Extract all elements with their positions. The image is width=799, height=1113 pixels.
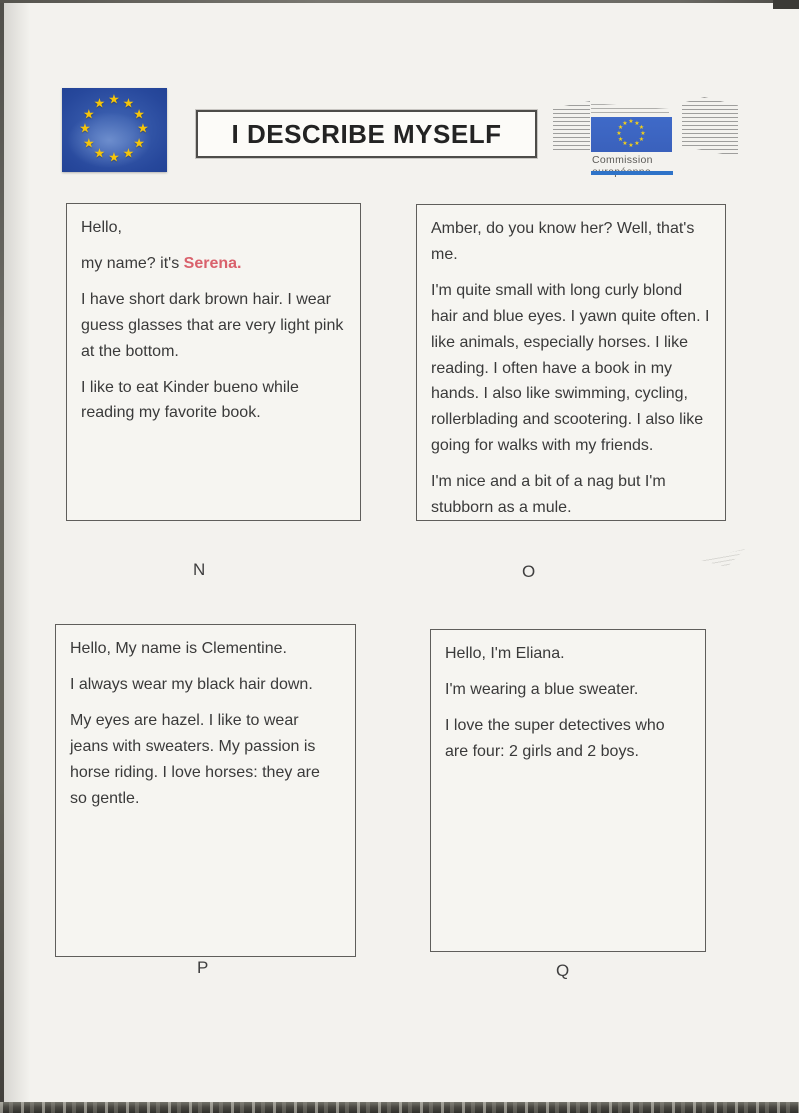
paragraph: Amber, do you know her? Well, that's me. [431, 220, 695, 263]
star-icon: ★ [83, 136, 95, 151]
commission-flag-icon [591, 117, 672, 152]
paragraph: My eyes are hazel. I like to wear jeans with sweaters. My passion is horse riding. I love horses: they are so gentle. [70, 711, 320, 807]
paragraph: I love the super detectives who are four: 2 girls and 2 boys. [445, 716, 665, 760]
star-icon: ★ [628, 118, 634, 125]
star-icon: ★ [634, 140, 640, 148]
star-icon: ★ [133, 107, 145, 122]
paragraph: I'm quite small with long curly blond hair and blue eyes. I yawn quite often. I like animals, especially horses. I like reading. I often have a book in my hands. I also like swimming, cycling, rollerblading and scootering. I also like going for walks with my friends. [431, 281, 710, 455]
scan-corner-top-right [773, 0, 799, 9]
description-box-q [430, 629, 706, 952]
answer-label-o: O [522, 562, 536, 581]
commission-logo-lines-left [553, 101, 590, 152]
star-icon: ★ [640, 130, 646, 137]
pencil-smudge-mark [698, 549, 745, 567]
description-box-o [416, 204, 726, 521]
star-icon: ★ [616, 130, 622, 137]
commission-logo-lines-sweep [591, 100, 669, 115]
star-icon: ★ [83, 107, 95, 122]
star-icon: ★ [93, 96, 106, 112]
star-icon: ★ [638, 124, 645, 131]
commission-text-line1: Commission [592, 154, 653, 166]
star-icon: ★ [93, 146, 106, 162]
paragraph: Hello, I'm Eliana. [445, 645, 565, 662]
name-highlight: Serena. [183, 254, 242, 272]
answer-label-n: N [193, 560, 206, 579]
star-icon: ★ [108, 150, 120, 166]
star-icon: ★ [622, 140, 628, 148]
answer-label-q: Q [556, 961, 570, 980]
paragraph: Hello, My name is Clementine. [70, 640, 287, 657]
worksheet-title-box [196, 110, 537, 158]
star-icon: ★ [79, 121, 91, 137]
star-icon: ★ [133, 136, 145, 151]
scan-edge-top [0, 0, 799, 3]
star-icon: ★ [122, 96, 135, 112]
worksheet-title: I DESCRIBE MYSELF [231, 118, 502, 149]
scan-edge-bottom [0, 1102, 799, 1113]
star-icon: ★ [122, 146, 135, 162]
star-icon: ★ [634, 119, 640, 127]
name-prefix: my name? it's [81, 254, 184, 272]
paragraph: Hello, [81, 219, 122, 236]
star-icon: ★ [628, 142, 634, 149]
commission-logo-lines-right [682, 97, 738, 157]
star-icon: ★ [638, 136, 645, 143]
star-icon: ★ [622, 119, 628, 127]
scan-shading-left [4, 0, 30, 1113]
paragraph: I'm wearing a blue sweater. [445, 680, 639, 698]
paragraph: I always wear my black hair down. [70, 675, 313, 693]
description-box-n [66, 203, 361, 521]
commission-logo-bar [591, 171, 673, 175]
eu-flag-icon [62, 88, 167, 172]
star-icon: ★ [617, 124, 624, 131]
paragraph: I like to eat Kinder bueno while reading my favorite book. [81, 378, 299, 422]
paragraph: I have short dark brown hair. I wear guess glasses that are very light pink at the bottom. [81, 290, 344, 360]
star-icon: ★ [617, 136, 624, 143]
star-icon: ★ [137, 121, 149, 137]
eu-flag-stars [62, 88, 167, 172]
paragraph [81, 251, 346, 277]
answer-label-p: P [197, 958, 209, 977]
star-icon: ★ [108, 92, 120, 108]
paragraph: I'm nice and a bit of a nag but I'm stubborn as a mule. [431, 473, 666, 517]
description-box-p [55, 624, 356, 957]
scan-edge-left [0, 0, 4, 1113]
